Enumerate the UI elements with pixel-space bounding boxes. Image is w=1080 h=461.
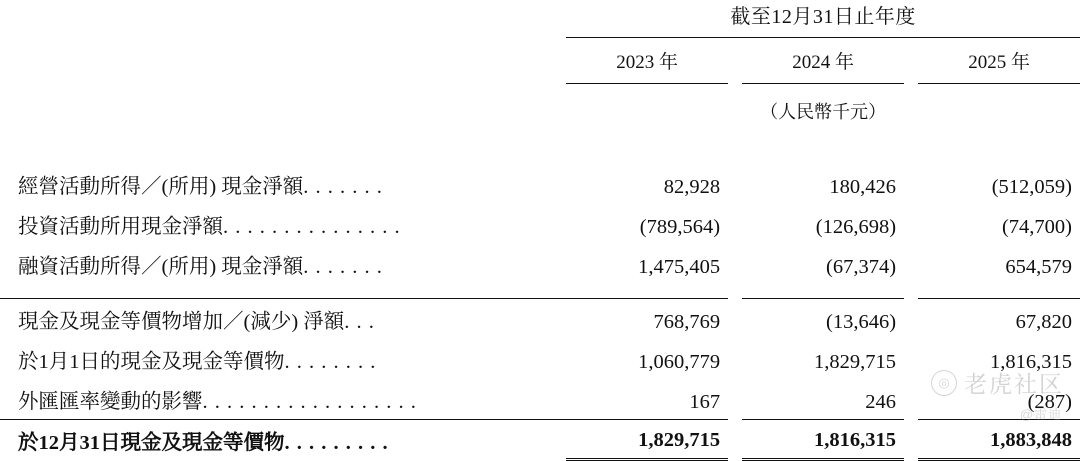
row-gap-1 — [728, 339, 742, 379]
row-value-2023: 768,769 — [566, 298, 728, 339]
header-period-row — [0, 0, 1080, 38]
header-year-empty-cell — [0, 38, 566, 84]
row-leader-dots: . . . . . . . . — [284, 350, 377, 373]
row-label — [0, 204, 566, 244]
row-label-text: 投資活動所用現金淨額 — [18, 216, 223, 238]
row-value-2024: 246 — [865, 390, 897, 413]
row-label — [0, 379, 566, 420]
row-value-2023: 1,060,779 — [638, 350, 721, 373]
row-label-text: 融資活動所得／(所用) 現金淨額 — [18, 256, 304, 278]
table-row — [0, 339, 1080, 379]
row-value-2023: 1,475,405 — [638, 256, 721, 278]
header-unit-row — [0, 84, 1080, 131]
header-year-gap-2 — [904, 38, 918, 84]
header-unit-gap-left — [566, 84, 728, 131]
row-label — [0, 164, 566, 204]
row-value-2024: 1,829,715 — [814, 350, 897, 373]
row-label — [0, 339, 566, 379]
row-value-2025: (512,059) — [991, 176, 1072, 198]
spacer-cell — [0, 284, 1080, 298]
header-unit-label: （人民幣千元） — [760, 102, 887, 122]
row-value-2025: (74,700) — [1001, 216, 1072, 238]
table-row — [0, 379, 1080, 420]
row-label-text: 經營活動所得／(所用) 現金淨額 — [18, 176, 304, 198]
table-row — [0, 164, 1080, 204]
row-label-text: 於1月1日的現金及現金等價物 — [18, 350, 285, 373]
row-value-2023: 167 — [689, 390, 721, 413]
header-year-2025: 2025 年 — [918, 38, 1080, 84]
table-row — [0, 204, 1080, 244]
row-gap-1 — [728, 204, 742, 244]
table-row — [0, 244, 1080, 284]
row-value-2024: 180,426 — [829, 176, 897, 198]
row-leader-dots: . . . . . . . . . . . . . . . — [223, 216, 401, 238]
spacer-cell — [0, 130, 1080, 164]
header-year-row — [0, 38, 1080, 84]
header-unit-gap-1 — [728, 84, 742, 131]
header-spacer — [0, 130, 1080, 164]
row-gap-2 — [904, 379, 918, 420]
row-value-2025: 67,820 — [918, 298, 1080, 339]
row-gap-2 — [904, 339, 918, 379]
watermark-text: 老虎社区 — [964, 371, 1064, 397]
total-leader-dots: . . . . . . . . . — [284, 431, 389, 454]
total-label-text: 於12月31日現金及現金等價物 — [18, 431, 285, 454]
header-year-2024: 2024 年 — [742, 38, 904, 84]
group-gap-row — [0, 284, 1080, 298]
header-unit-gap-right — [918, 84, 1080, 131]
row-value-2025: 654,579 — [1005, 256, 1072, 278]
row-leader-dots: . . . . . . . — [303, 256, 383, 278]
watermark-logo-icon: ◎ — [931, 370, 957, 396]
total-value-2025: 1,883,848 — [918, 419, 1080, 460]
row-label — [0, 244, 566, 284]
row-gap-2 — [904, 244, 918, 284]
row-value-2025: (287) — [1027, 390, 1072, 413]
row-leader-dots: . . . . . . . — [303, 176, 383, 198]
row-label — [0, 298, 566, 339]
row-value-2024: (67,374) — [826, 256, 897, 278]
row-gap-2 — [904, 298, 918, 339]
total-value-2024: 1,816,315 — [742, 419, 904, 460]
header-year-gap-1 — [728, 38, 742, 84]
row-value-2024: (13,646) — [742, 298, 904, 339]
row-leader-dots: . . . . . . . . . . . . . . . . . . — [202, 390, 417, 413]
row-value-2023: 82,928 — [663, 176, 721, 198]
row-value-2025: 1,816,315 — [990, 350, 1072, 373]
table-total-row — [0, 419, 1080, 460]
row-gap-2 — [904, 164, 918, 204]
row-value-2023: (789,564) — [639, 216, 721, 238]
total-value-2023: 1,829,715 — [566, 419, 728, 460]
header-unit-gap-2 — [904, 84, 918, 131]
header-year-2023: 2023 年 — [566, 38, 728, 84]
header-unit-empty-cell — [0, 84, 566, 131]
row-value-2024: (126,698) — [815, 216, 897, 238]
row-gap-1 — [728, 298, 742, 339]
row-label-text: 現金及現金等價物增加／(減少) 淨額 — [18, 310, 345, 333]
watermark-user: @雷迪 — [1019, 407, 1062, 422]
total-gap-2 — [904, 419, 918, 460]
total-gap-1 — [728, 419, 742, 460]
row-gap-1 — [728, 244, 742, 284]
row-leader-dots: . . . — [344, 310, 375, 333]
row-gap-1 — [728, 164, 742, 204]
header-empty-cell — [0, 0, 566, 38]
row-label-text: 外匯匯率變動的影響 — [18, 390, 203, 413]
table-row — [0, 298, 1080, 339]
row-gap-2 — [904, 204, 918, 244]
row-gap-1 — [728, 379, 742, 420]
header-period-title: 截至12月31日止年度 — [566, 0, 1080, 38]
total-label — [0, 419, 566, 460]
